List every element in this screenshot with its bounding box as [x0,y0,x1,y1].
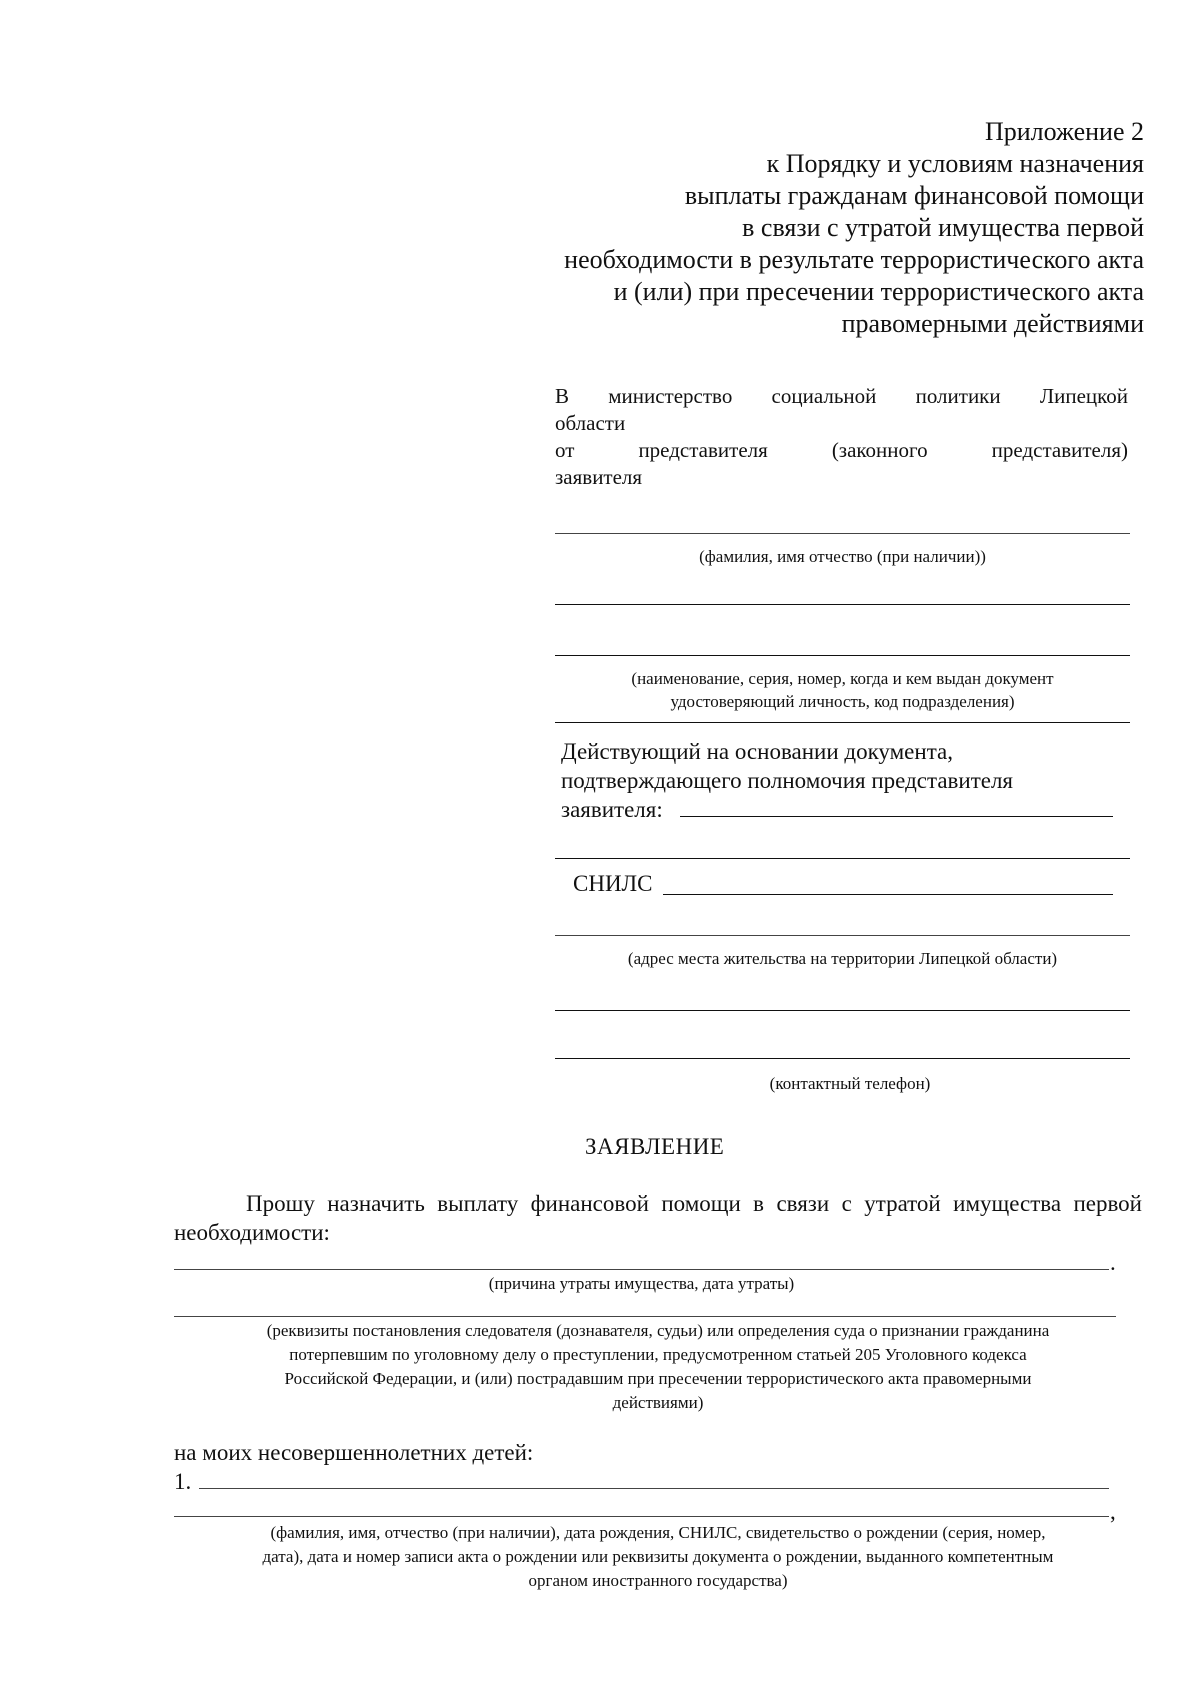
annex-line: выплаты гражданам финансовой помощи [684,181,1144,210]
annex-line: к Порядку и условиям назначения [766,149,1144,178]
caption-decree-1: (реквизиты постановления следователя (дознавателя, судьи) или определения суда о признании гражданина [266,1321,1050,1340]
statement-title: ЗАЯВЛЕНИЕ [585,1134,725,1159]
phone-field-line[interactable] [555,1058,1130,1059]
children-label: на моих несовершеннолетних детей: [174,1440,534,1465]
caption-name: (фамилия, имя отчество (при наличии)) [699,547,986,566]
child-field-line-2[interactable] [174,1516,1109,1517]
decree-field-line[interactable] [174,1316,1116,1317]
caption-decree-4: действиями) [612,1393,704,1412]
annex-line: и (или) при пресечении террористического акта [613,277,1144,306]
authority-field-line[interactable] [680,816,1113,817]
caption-decree-3: Российской Федерации, и (или) пострадавшим при пресечении террористического акта правомерными [284,1369,1032,1388]
annex-line: правомерными действиями [841,309,1144,338]
reason-field-line[interactable] [174,1269,1109,1270]
snils-label: СНИЛС [573,871,653,896]
addressee-from-line1: от представителя (законного представителя) [555,438,1128,462]
caption-child-2: дата), дата и номер записи акта о рождении или реквизиты документа о рождении, выданного компетентным [262,1547,1054,1566]
reason-period: . [1110,1250,1116,1275]
snils-field-line[interactable] [663,894,1113,895]
caption-child-1: (фамилия, имя, отчество (при наличии), дата рождения, СНИЛС, свидетельство о рождении (серия, номер, [270,1523,1046,1542]
caption-child-3: органом иностранного государства) [528,1571,788,1590]
address-field-line-2[interactable] [555,1010,1130,1011]
name-field-line[interactable] [555,533,1130,534]
addressee-to-line2: области [555,411,626,435]
request-line1: Прошу назначить выплату финансовой помощи в связи с утратой имущества первой [246,1191,1142,1216]
caption-phone: (контактный телефон) [769,1074,931,1093]
authority-line2: подтверждающего полномочия представителя [561,768,1014,793]
authority-line3: заявителя: [561,797,663,822]
id-document-field-line-1[interactable] [555,604,1130,605]
annex-line: необходимости в результате террористического акта [564,245,1144,274]
caption-id-document-1: (наименование, серия, номер, когда и кем выдан документ [631,669,1054,688]
addressee-from-line2: заявителя [555,465,643,489]
caption-reason: (причина утраты имущества, дата утраты) [488,1274,795,1293]
annex-line: в связи с утратой имущества первой [742,213,1144,242]
request-line2: необходимости: [174,1220,330,1245]
child-comma: , [1110,1499,1116,1524]
annex-line: Приложение 2 [984,117,1144,146]
caption-id-document-2: удостоверяющий личность, код подразделения) [670,692,1015,711]
child-field-line-1[interactable] [199,1488,1109,1489]
annex-header [444,116,1144,340]
authority-line1: Действующий на основании документа, [561,739,953,764]
id-document-underline [555,722,1130,723]
authority-field-line-2[interactable] [555,858,1130,859]
caption-decree-2: потерпевшим по уголовному делу о преступлении, предусмотренном статьей 205 Уголовного кодекса [289,1345,1027,1364]
caption-address: (адрес места жительства на территории Липецкой области) [627,949,1058,968]
addressee-to-line1: В министерство социальной политики Липецкой [555,384,1128,408]
child-number: 1. [174,1469,192,1494]
address-field-line[interactable] [555,935,1130,936]
id-document-field-line-2[interactable] [555,655,1130,656]
